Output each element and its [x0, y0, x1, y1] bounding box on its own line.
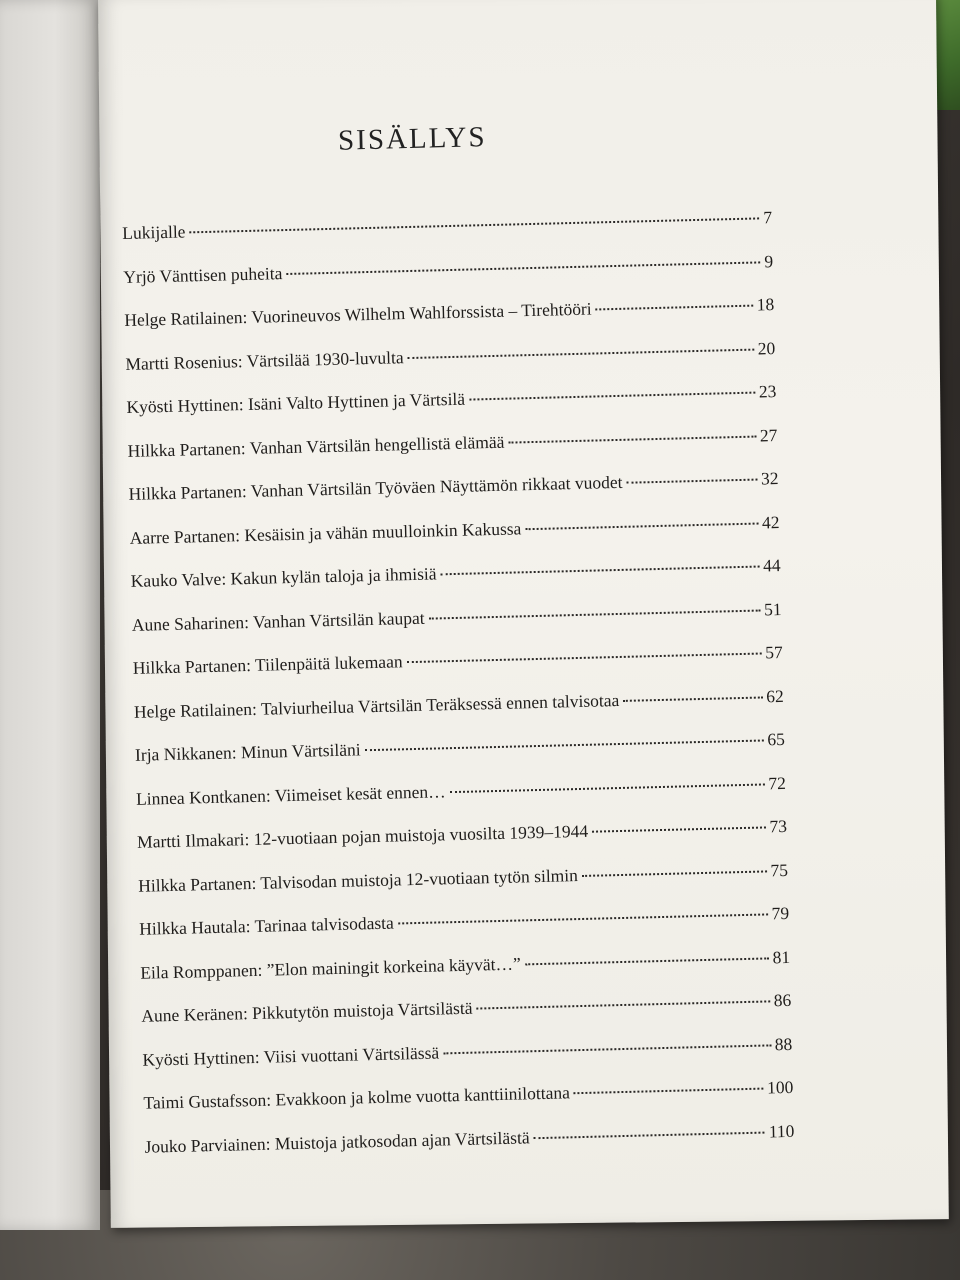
toc-entry-title: Aune Keränen: Pikkutytön muistoja Värtsilästä: [141, 997, 473, 1026]
toc-list: [122, 206, 795, 1179]
toc-leader-dots: [398, 913, 768, 924]
toc-leader-dots: [574, 1088, 763, 1095]
toc-entry-title: Kyösti Hyttinen: Viisi vuottani Värtsilässä: [142, 1042, 440, 1070]
left-page: [0, 0, 100, 1230]
toc-entry-title: Kauko Valve: Kakun kylän taloja ja ihmisiä: [130, 563, 437, 591]
toc-entry-page: 42: [761, 511, 780, 532]
toc-entry-page: 110: [768, 1120, 795, 1141]
toc-leader-dots: [408, 348, 754, 358]
toc-leader-dots: [450, 783, 765, 793]
toc-entry-title: Eila Romppanen: ”Elon mainingit korkeina käyvät…”: [140, 952, 521, 983]
toc-entry-title: Hilkka Partanen: Vanhan Värtsilän Työväen Näyttämön rikkaat vuodet: [128, 471, 623, 504]
toc-leader-dots: [508, 435, 756, 443]
toc-entry-title: Taimi Gustafsson: Evakkoon ja kolme vuotta kanttiinilottana: [143, 1082, 571, 1113]
toc-leader-dots: [286, 261, 760, 275]
toc-entry-page: 100: [766, 1076, 794, 1098]
toc-entry-title: Hilkka Partanen: Tiilenpäitä lukemaan: [132, 651, 403, 678]
toc-leader-dots: [525, 957, 769, 965]
toc-entry-title: Lukijalle: [122, 221, 186, 243]
toc-entry-page: 51: [763, 598, 782, 619]
page-title: SISÄLLYS: [337, 121, 487, 157]
toc-entry-page: 79: [771, 902, 790, 924]
toc-leader-dots: [626, 479, 757, 484]
table-of-contents: [122, 121, 795, 1179]
toc-leader-dots: [441, 566, 760, 576]
toc-leader-dots: [365, 739, 764, 751]
toc-entry-title: Martti Ilmakari: 12-vuotiaan pojan muistoja vuosilta 1939–1944: [136, 820, 589, 852]
toc-entry-page: 20: [757, 337, 776, 359]
toc-entry-page: 62: [766, 685, 785, 706]
toc-entry-page: 75: [770, 859, 789, 880]
toc-entry-page: 73: [769, 815, 788, 837]
toc-entry-page: 88: [774, 1033, 793, 1054]
toc-entry-page: 65: [767, 728, 786, 750]
toc-entry-page: 81: [772, 946, 791, 967]
toc-leader-dots: [596, 305, 753, 311]
toc-leader-dots: [469, 392, 755, 401]
toc-entry-page: 27: [759, 424, 778, 445]
toc-leader-dots: [407, 653, 762, 664]
toc-entry-title: Aune Saharinen: Vanhan Värtsilän kaupat: [131, 607, 425, 635]
toc-entry-title: Helge Ratilainen: Vuorineuvos Wilhelm Wahlforssista – Tirehtööri: [124, 298, 592, 330]
toc-leader-dots: [525, 522, 758, 530]
toc-entry-page: 57: [764, 641, 783, 663]
toc-entry-page: 7: [763, 207, 773, 228]
toc-entry-title: Helge Ratilainen: Talviurheilua Värtsilän Teräksessä ennen talvisotaa: [133, 689, 620, 722]
toc-entry-title: Hilkka Partanen: Vanhan Värtsilän hengellistä elämää: [127, 431, 505, 461]
toc-leader-dots: [582, 870, 767, 877]
toc-leader-dots: [429, 609, 761, 619]
toc-leader-dots: [592, 826, 765, 832]
toc-entry-title: Irja Nikkanen: Minun Värtsiläni: [134, 739, 361, 765]
toc-leader-dots: [534, 1131, 765, 1139]
toc-entry-page: 44: [762, 555, 781, 576]
toc-entry-title: Hilkka Hautala: Tarinaa talvisodasta: [139, 912, 394, 939]
toc-entry-title: Jouko Parviainen: Muistoja jatkosodan ajan Värtsilästä: [144, 1126, 530, 1157]
toc-entry-title: Linnea Kontkanen: Viimeiset kesät ennen…: [135, 780, 446, 809]
toc-entry-title: Martti Rosenius: Värtsilää 1930-luvulta: [125, 346, 404, 374]
toc-leader-dots: [443, 1044, 771, 1054]
toc-entry-page: 86: [773, 989, 792, 1011]
toc-entry-page: 9: [764, 250, 774, 271]
toc-entry-page: 23: [758, 381, 777, 402]
toc-entry-page: 32: [760, 468, 779, 489]
toc-entry-page: 18: [756, 294, 775, 315]
toc-entry-title: Aarre Partanen: Kesäisin ja vähän muulloinkin Kakussa: [129, 517, 522, 548]
toc-entry-title: Yrjö Vänttisen puheita: [123, 262, 283, 287]
toc-leader-dots: [189, 217, 759, 233]
toc-entry-title: Hilkka Partanen: Talvisodan muistoja 12-vuotiaan tytön silmin: [137, 864, 579, 896]
toc-entry-title: Kyösti Hyttinen: Isäni Valto Hyttinen ja Värtsilä: [126, 388, 466, 417]
toc-leader-dots: [623, 696, 762, 701]
toc-leader-dots: [476, 1000, 769, 1009]
toc-entry-page: 72: [768, 772, 787, 793]
